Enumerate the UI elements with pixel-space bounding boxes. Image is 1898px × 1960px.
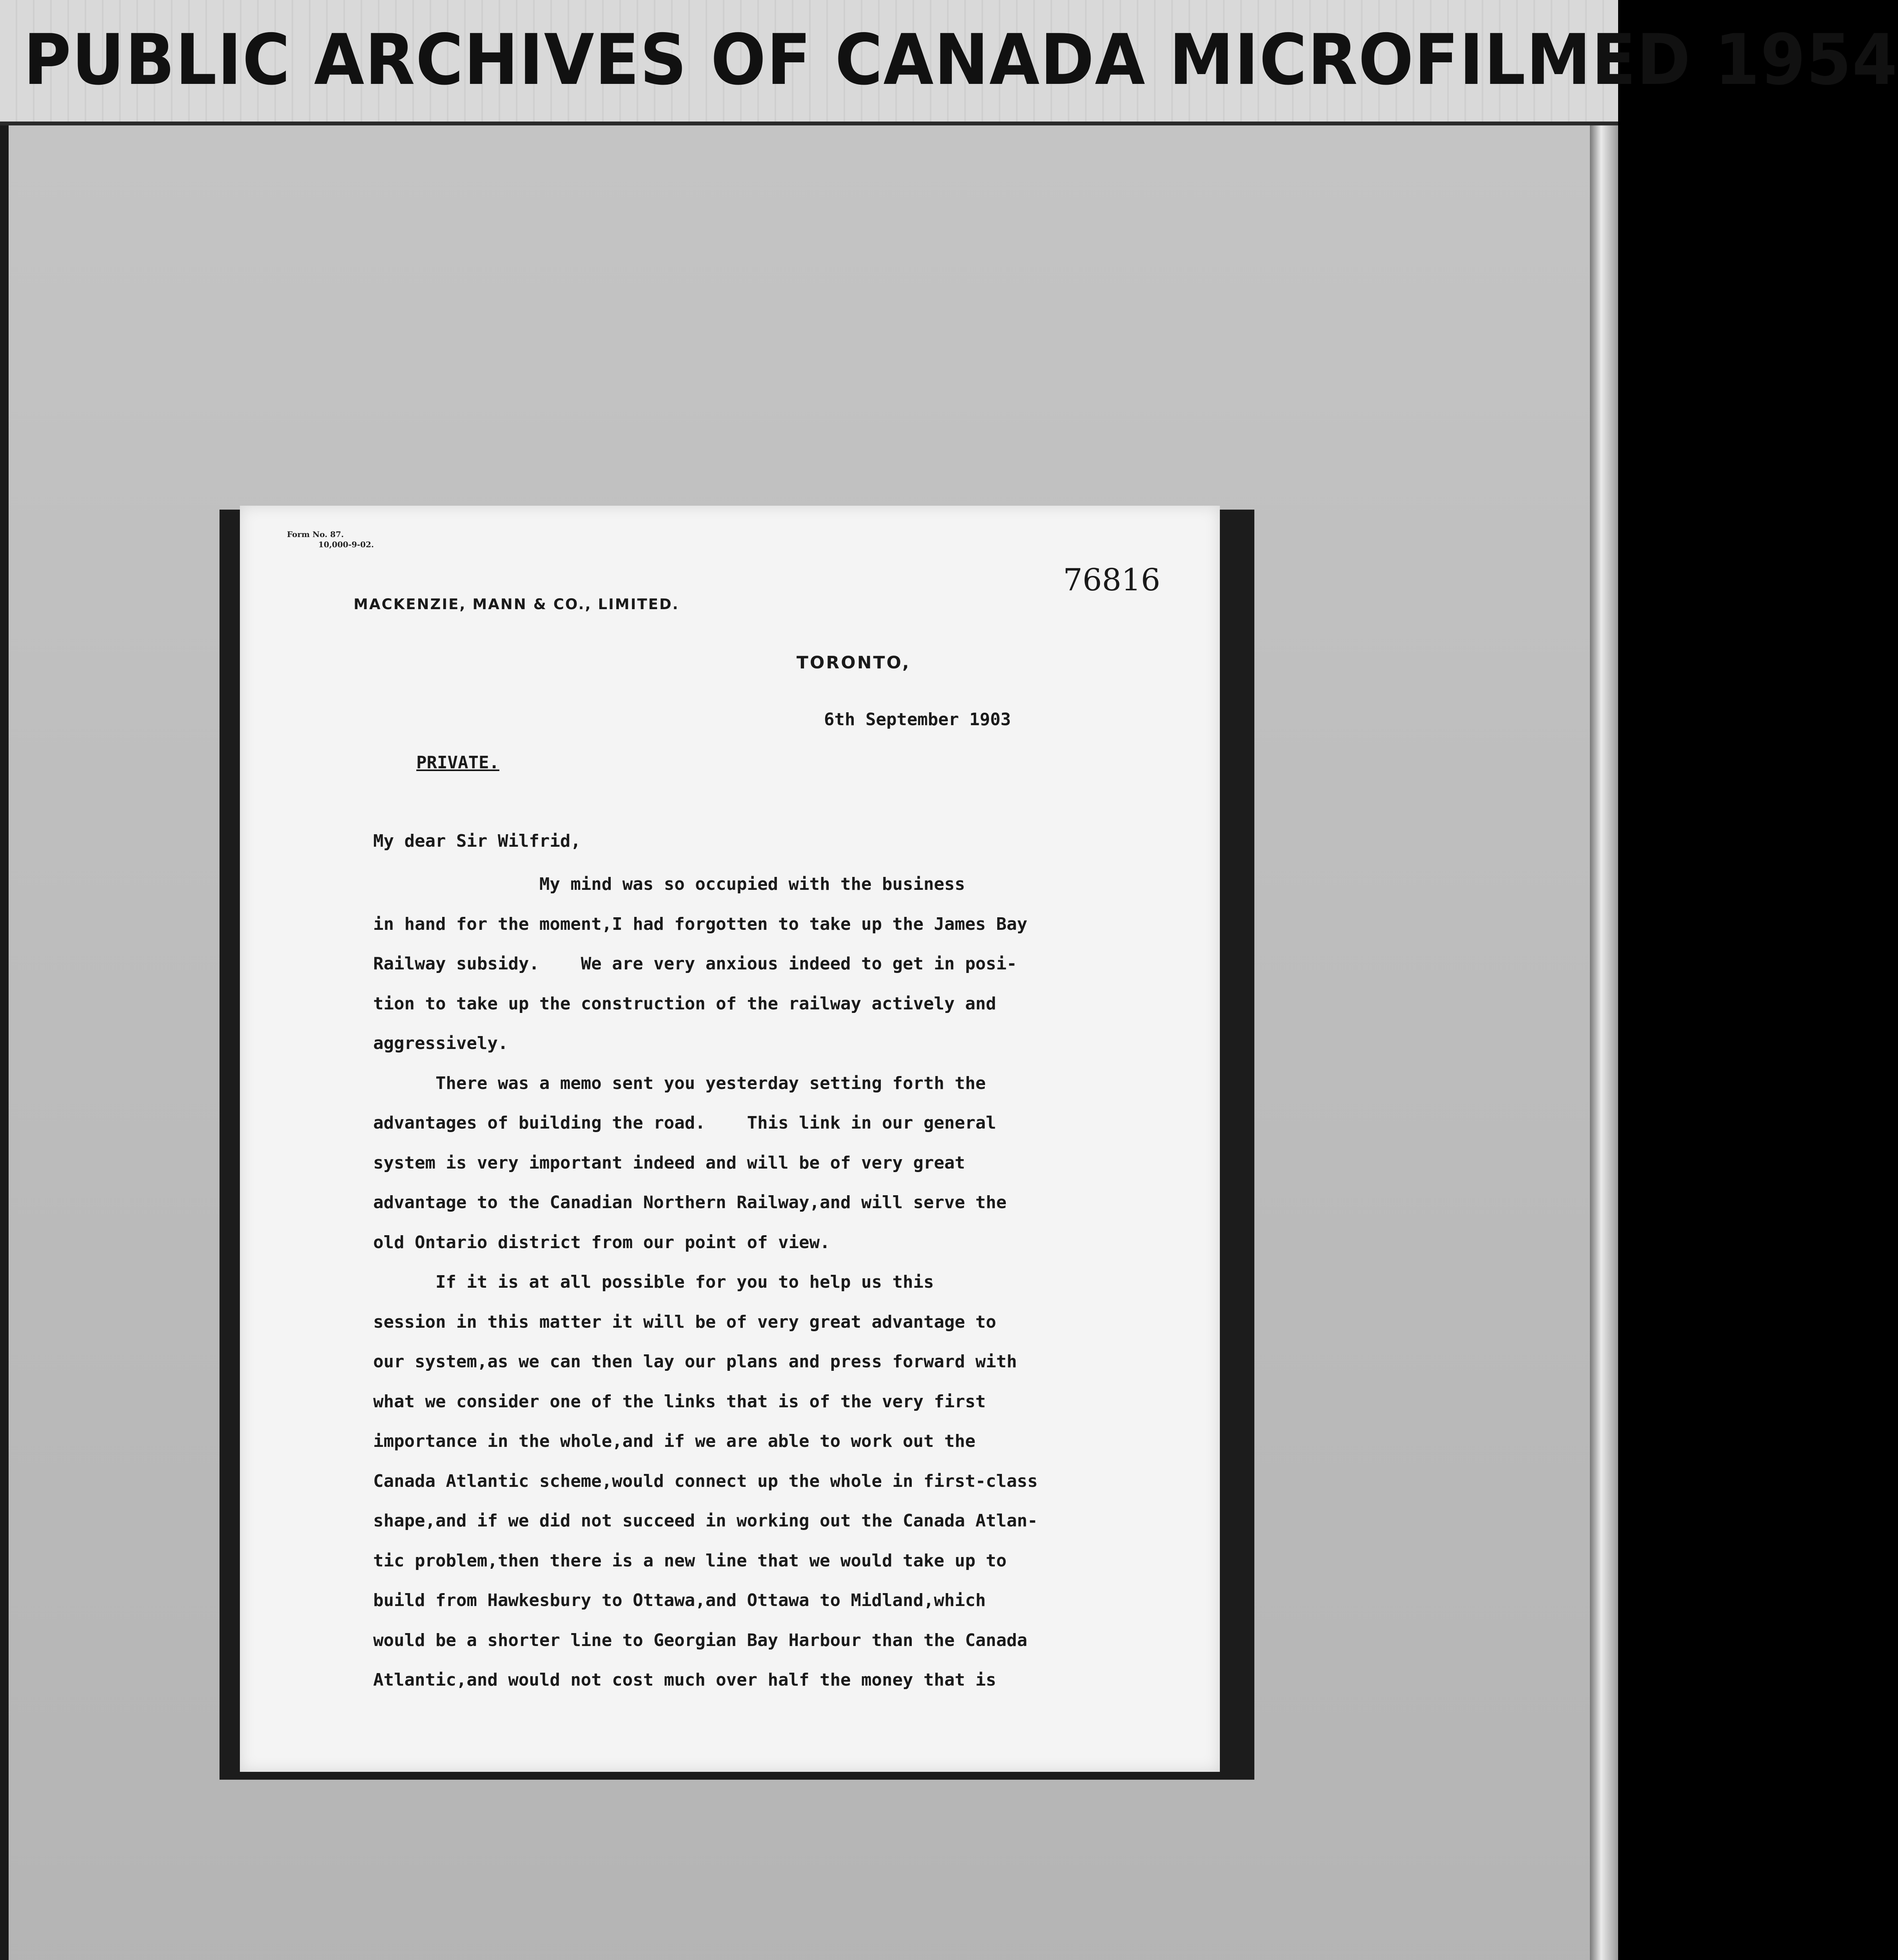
body-line: session in this matter it will be of very great advantage to (373, 1312, 996, 1332)
body-line: Canada Atlantic scheme,would connect up the whole in first-class (373, 1471, 1038, 1491)
body-line: Atlantic,and would not cost much over half the money that is (373, 1670, 996, 1690)
body-line: There was a memo sent you yesterday setting forth the (373, 1073, 986, 1093)
body-line: advantages of building the road. This link in our general (373, 1113, 996, 1133)
body-line: would be a shorter line to Georgian Bay Harbour than the Canada (373, 1630, 1027, 1650)
letterhead-company: MACKENZIE, MANN & CO., LIMITED. (354, 596, 679, 613)
body-line: tic problem,then there is a new line that we would take up to (373, 1550, 1007, 1571)
body-line: tion to take up the construction of the railway actively and (373, 993, 996, 1014)
salutation: My dear Sir Wilfrid, (373, 831, 581, 851)
letterhead-city: TORONTO, (797, 653, 911, 673)
body-line: If it is at all possible for you to help us this (373, 1272, 934, 1292)
body-line: aggressively. (373, 1033, 508, 1053)
body-line: in hand for the moment,I had forgotten to take up the James Bay (373, 914, 1027, 934)
form-number: Form No. 87. (287, 530, 344, 539)
body-line: shape,and if we did not succeed in working out the Canada Atlan- (373, 1511, 1038, 1531)
private-marking: PRIVATE. (416, 753, 499, 773)
body-line: build from Hawkesbury to Ottawa,and Ottawa to Midland,which (373, 1590, 986, 1610)
body-line: Railway subsidy. We are very anxious indeed to get in posi- (373, 954, 1017, 974)
form-number-block (287, 529, 374, 550)
body-line: importance in the whole,and if we are able to work out the (373, 1431, 976, 1451)
archive-banner (0, 0, 1898, 125)
form-print-run: 10,000-9-02. (318, 540, 374, 549)
film-edge-left (0, 118, 9, 1960)
body-line: what we consider one of the links that is of the very first (373, 1391, 986, 1412)
letter-body (373, 864, 1196, 1700)
body-line: advantage to the Canadian Northern Railway,and will serve the (373, 1192, 1007, 1212)
body-line: My mind was so occupied with the business (373, 874, 965, 894)
letter-date: 6th September 1903 (824, 710, 1011, 730)
film-edge-right (1590, 118, 1618, 1960)
archive-banner-text: PUBLIC ARCHIVES OF CANADA MICROFILMED 1954 (24, 19, 1898, 100)
body-line: system is very important indeed and will be of very great (373, 1152, 965, 1173)
body-line: old Ontario district from our point of view. (373, 1232, 830, 1252)
body-line: our system,as we can then lay our plans and press forward with (373, 1352, 1017, 1372)
document-number: 76816 (1063, 563, 1161, 598)
letter-page (240, 506, 1220, 1772)
